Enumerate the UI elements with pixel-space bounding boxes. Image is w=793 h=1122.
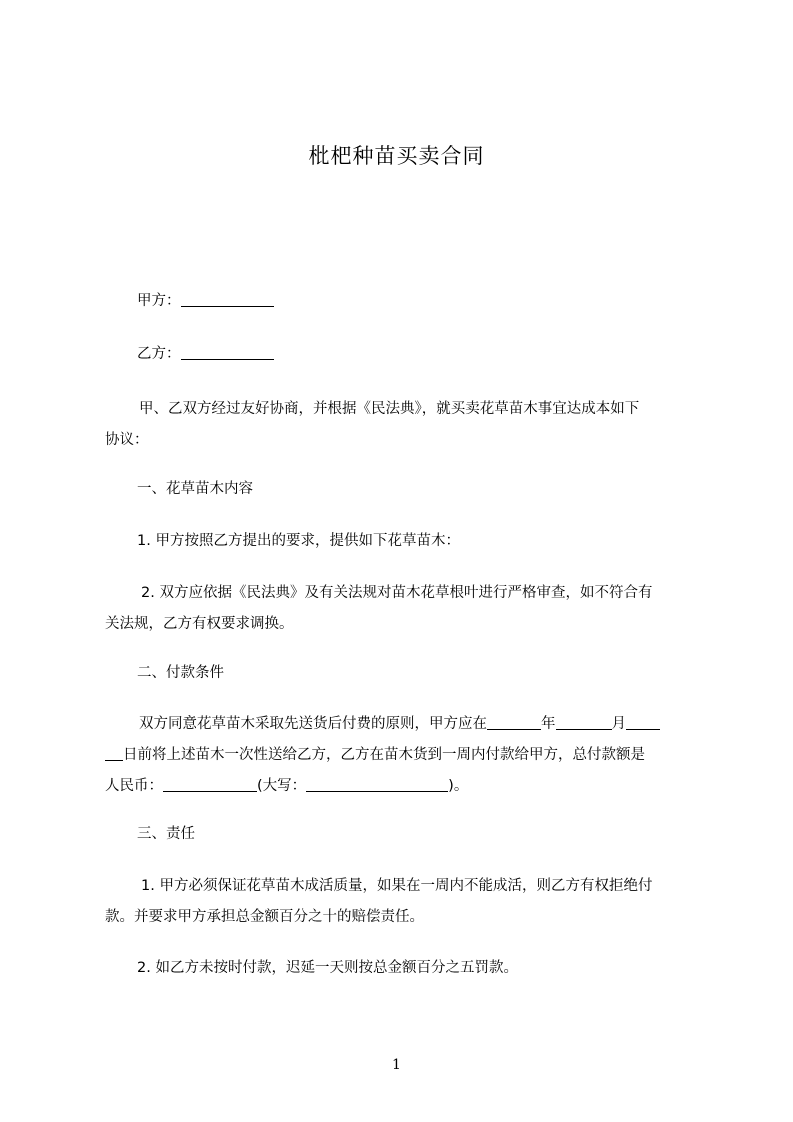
party-a-label: 甲方：	[137, 293, 181, 309]
payment-month-blank	[556, 714, 612, 730]
section1-item2-line-2: 关法规，乙方有权要求调换。	[105, 616, 294, 632]
section1-item2-line-1: 2. 双方应依据《民法典》及有关法规对苗木花草根叶进行严格审查，如不符合有	[141, 585, 653, 601]
section1-heading: 一、花草苗木内容	[137, 481, 253, 497]
section1-item2	[105, 578, 699, 640]
payment-year-blank	[487, 714, 541, 730]
party-b-label: 乙方：	[137, 346, 181, 362]
payment-line-2: 日前将上述苗木一次性送给乙方，乙方在苗木货到一周内付款给甲方，总付款额是	[105, 740, 699, 771]
party-b-blank	[181, 344, 274, 360]
payment-paragraph	[105, 709, 699, 802]
intro-line-1: 甲、乙双方经过友好协商，并根据《民法典》，就买卖花草苗木事宜达成本如下	[139, 401, 640, 417]
intro-line-2: 协议：	[105, 432, 149, 448]
page-number: 1	[392, 1057, 401, 1073]
section3-item1	[105, 871, 699, 933]
section3-item1-line-2: 款。并要求甲方承担总金额百分之十的赔偿责任。	[105, 909, 424, 925]
payment-amount-blank	[163, 776, 257, 792]
payment-day-blank-end	[105, 745, 123, 761]
section1-item1: 1. 甲方按照乙方提出的要求，提供如下花草苗木：	[137, 533, 460, 549]
party-a-line	[137, 291, 274, 311]
intro-paragraph	[105, 394, 699, 456]
payment-line-1: 双方同意花草苗木采取先送货后付费的原则，甲方应在 年 月	[105, 709, 699, 740]
payment-line-3: 人民币： (大写： )。	[105, 778, 469, 794]
party-b-line	[137, 344, 274, 364]
section2-heading: 二、付款条件	[137, 665, 224, 681]
party-a-blank	[181, 291, 274, 307]
section3-item2: 2. 如乙方未按时付款，迟延一天则按总金额百分之五罚款。	[137, 960, 518, 976]
payment-day-blank-start	[626, 714, 660, 730]
payment-capital-blank	[306, 776, 448, 792]
document-title: 枇杷种苗买卖合同	[308, 144, 485, 168]
section3-heading: 三、责任	[137, 826, 195, 842]
section3-item1-line-1: 1. 甲方必须保证花草苗木成活质量，如果在一周内不能成活，则乙方有权拒绝付	[141, 878, 653, 894]
